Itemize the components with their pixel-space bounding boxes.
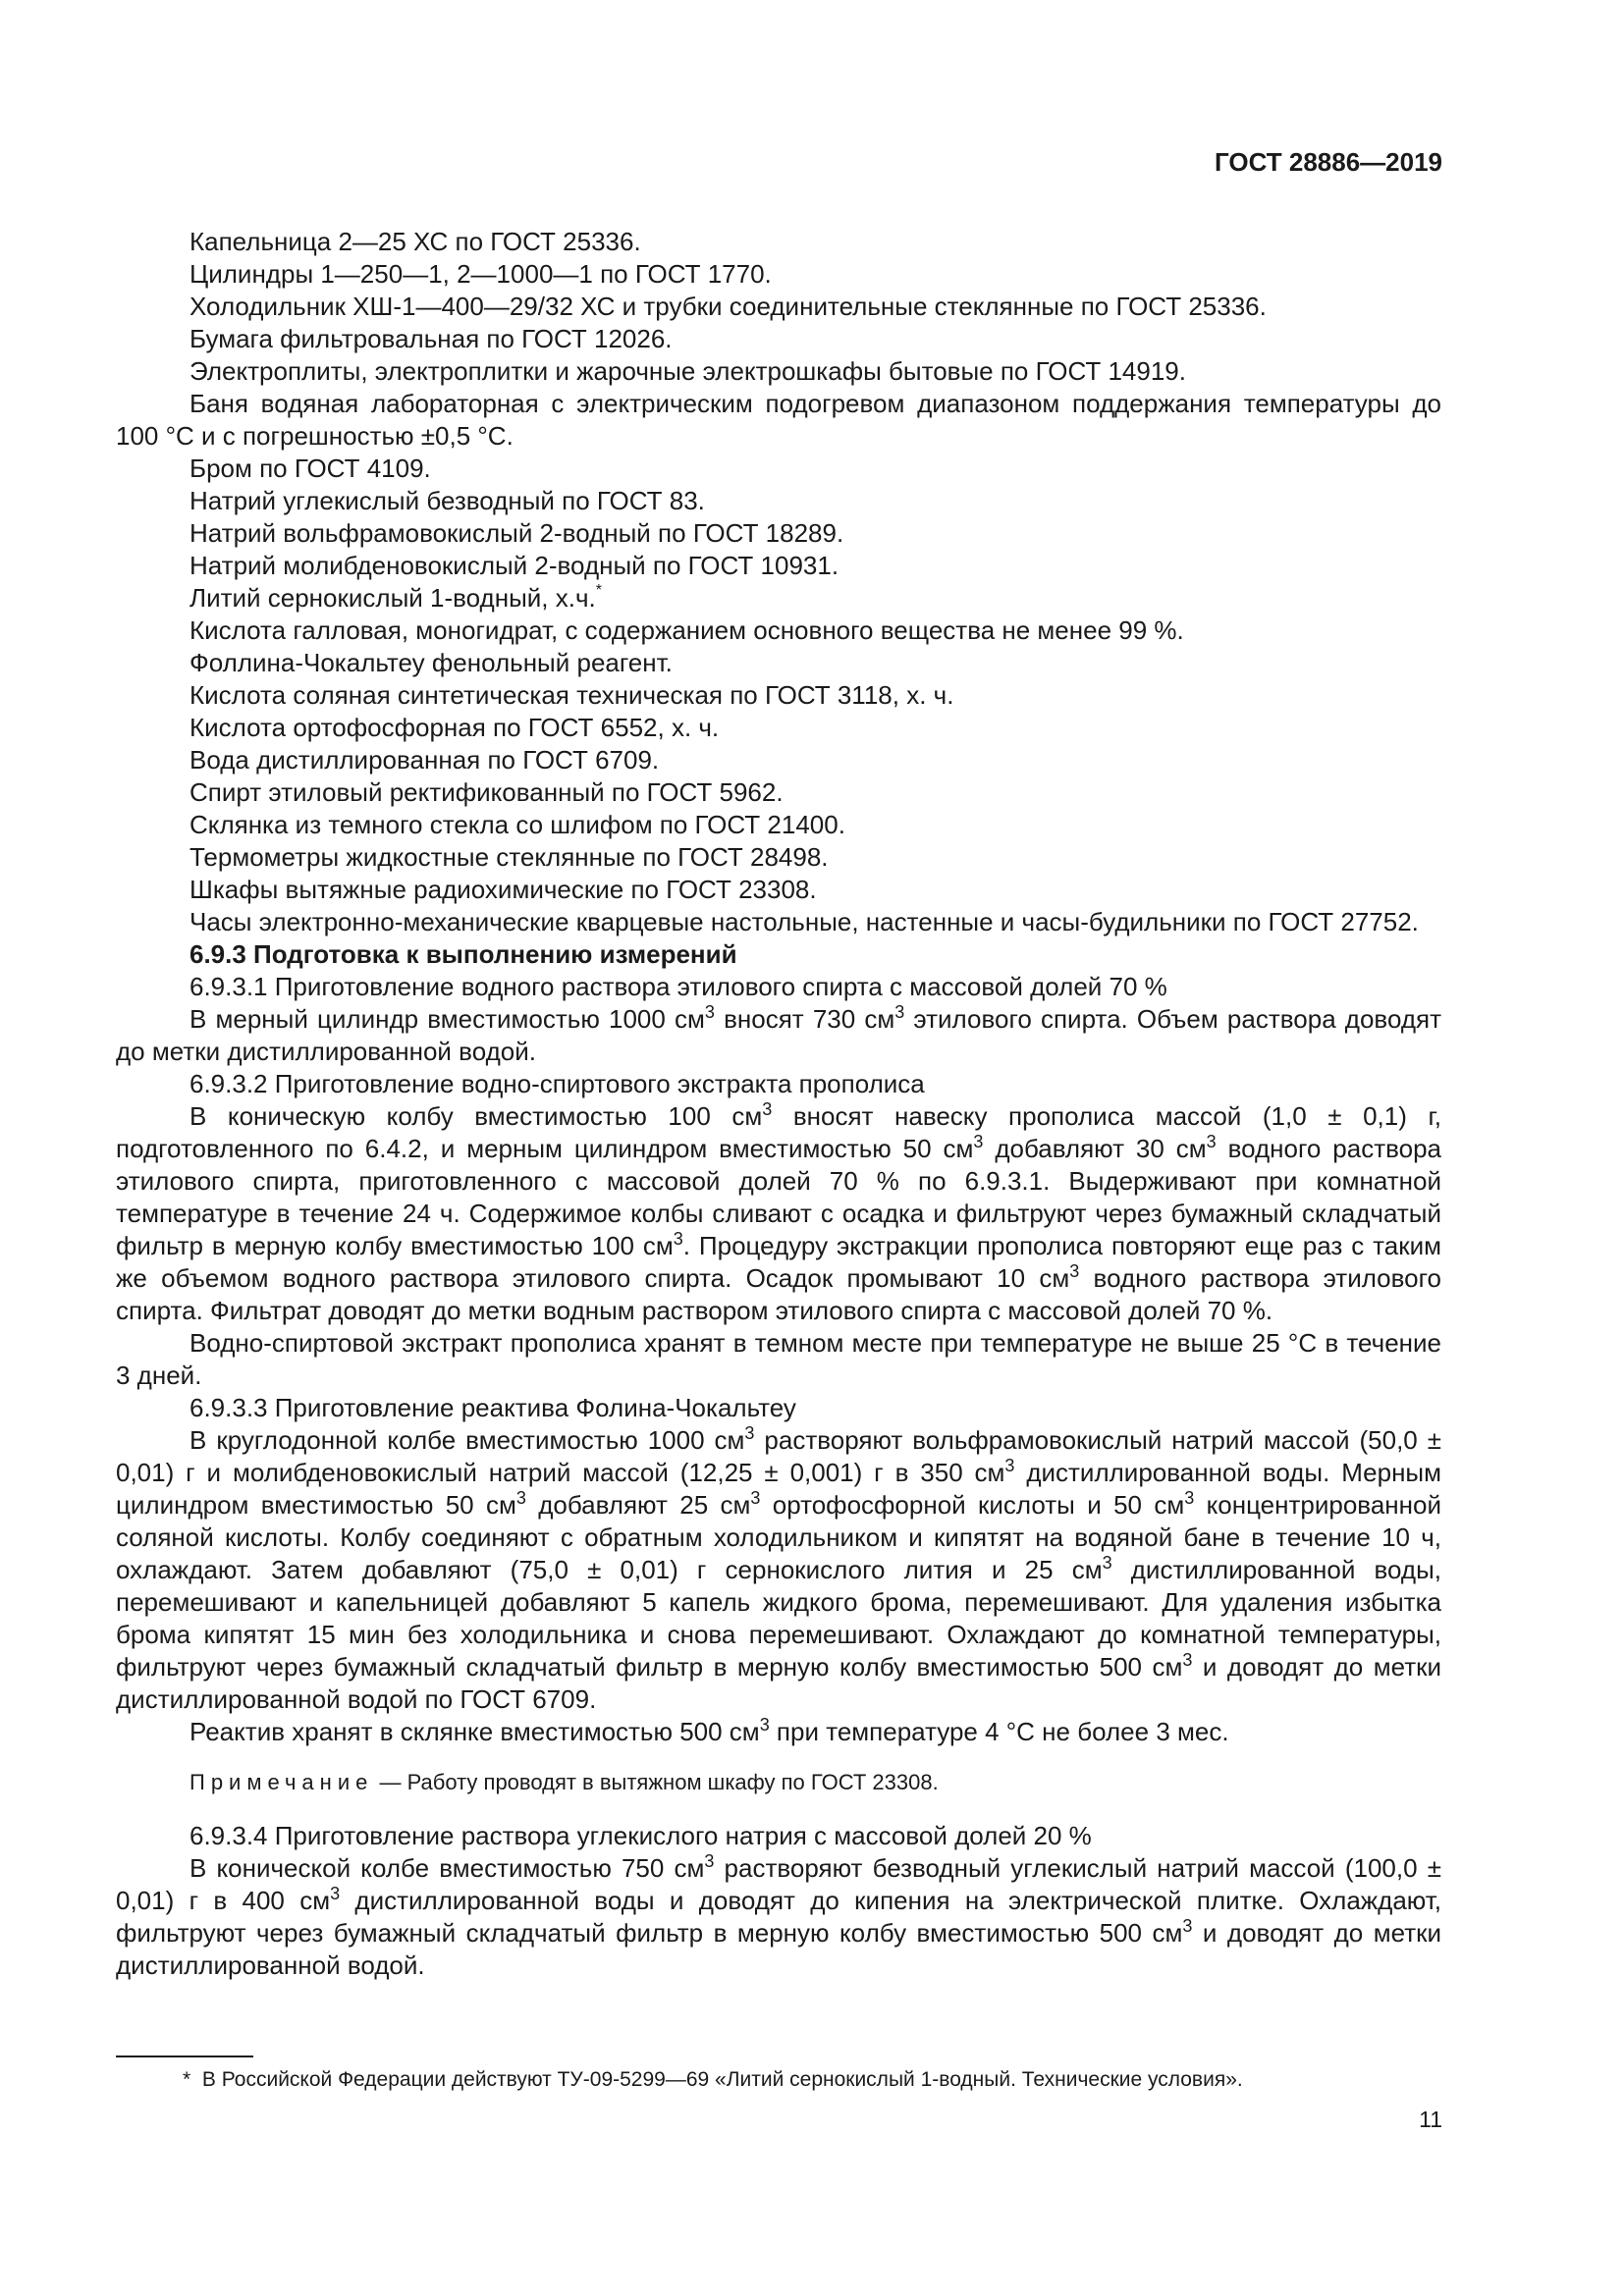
footnote-mark: * bbox=[183, 2068, 191, 2091]
page-number: 11 bbox=[1419, 2107, 1442, 2132]
page-body bbox=[116, 226, 1441, 1982]
footnote-divider bbox=[116, 2056, 253, 2057]
equipment-item: Натрий вольфрамовокислый 2-водный по ГОСТ 18289. bbox=[189, 518, 844, 548]
equipment-item: Цилиндры 1—250—1, 2—1000—1 по ГОСТ 1770. bbox=[189, 259, 772, 289]
equipment-item: Кислота галловая, моногидрат, с содержанием основного вещества не менее 99 %. bbox=[189, 615, 1184, 645]
paragraph: В коническую колбу вместимостью 100 $см^3$ вносят навеску прополиса массой (1,0 ± 0,1) г, подготовленного по 6.4.2, и мерным цилиндром вместимостью 50 $см^3$ добавляют 30 $см^3$ водного раствора этилового спирта, приготовленного с массовой долей 70 % по 6.9.3.1. Выдерживают при комнатной температуре в течение 24 ч. Содержимое колбы сливают с осадка и фильтруют через бумажный складчатый фильтр в мерную колбу вместимостью 100 $см^3$. Процедуру экстракции прополиса повторяют еще раз с таким же объемом водного раствора этилового спирта. Осадок промывают 10 $см^3$ водного раствора этилового спирта. Фильтрат доводят до метки водным раствором этилового спирта с массовой долей 70 %. bbox=[116, 1099, 1442, 1325]
subsection-title: 6.9.3.2 Приготовление водно-спиртового экстракта прополиса bbox=[189, 1069, 925, 1098]
equipment-item: Склянка из темного стекла со шлифом по ГОСТ 21400. bbox=[189, 810, 845, 839]
note-text: — Работу проводят в вытяжном шкафу по ГОСТ 23308. bbox=[373, 1770, 939, 1794]
equipment-item: Холодильник ХШ-1—400—29/32 ХС и трубки соединительные стеклянные по ГОСТ 25336. bbox=[189, 292, 1267, 321]
equipment-item: Кислота ортофосфорная по ГОСТ 6552, х. ч. bbox=[189, 713, 720, 742]
equipment-item: Шкафы вытяжные радиохимические по ГОСТ 23308. bbox=[189, 875, 817, 904]
equipment-item: Электроплиты, электроплитки и жарочные электрошкафы бытовые по ГОСТ 14919. bbox=[189, 356, 1186, 386]
equipment-item-text: Литий сернокислый 1-водный, х.ч. bbox=[189, 583, 596, 613]
footnote-reference[interactable]: * bbox=[595, 582, 602, 599]
equipment-item: Бром по ГОСТ 4109. bbox=[189, 454, 431, 483]
equipment-item: Спирт этиловый ректификованный по ГОСТ 5962. bbox=[189, 777, 784, 807]
equipment-item: Фоллина-Чокальтеу фенольный реагент. bbox=[189, 648, 673, 677]
note-label: Примечание bbox=[189, 1770, 374, 1794]
equipment-item: Часы электронно-механические кварцевые настольные, настенные и часы-будильники по ГОСТ 27752. bbox=[189, 907, 1419, 936]
equipment-item: Кислота соляная синтетическая техническая по ГОСТ 3118, х. ч. bbox=[189, 680, 954, 710]
footnote-text: В Российской Федерации действуют ТУ-09-5299—69 «Литий сернокислый 1-водный. Технические условия». bbox=[201, 2068, 1243, 2091]
note bbox=[116, 1766, 1441, 1798]
footnote bbox=[183, 2066, 1243, 2094]
equipment-item: Термометры жидкостные стеклянные по ГОСТ 28498. bbox=[189, 842, 829, 872]
paragraph: В мерный цилиндр вместимостью 1000 $см^3$ вносят 730 $см^3$ этилового спирта. Объем раствора доводят до метки дистиллированной водой. bbox=[116, 1002, 1442, 1066]
subsection-title: 6.9.3.1 Приготовление водного раствора этилового спирта с массовой долей 70 % bbox=[189, 972, 1167, 1001]
equipment-item: Капельница 2—25 ХС по ГОСТ 25336. bbox=[189, 227, 641, 256]
paragraph: В круглодонной колбе вместимостью 1000 $см^3$ растворяют вольфрамовокислый натрий массой (50,0 ± 0,01) г и молибденовокислый натрий массой (12,25 ± 0,001) г в 350 $см^3$ дистиллированной воды. Мерным цилиндром вместимостью 50 $см^3$ добавляют 25 $см^3$ ортофосфорной кислоты и 50 $см^3$ концентрированной соляной кислоты. Колбу соединяют с обратным холодильником и кипятят на водяной бане в течение 10 ч, охлаждают. Затем добавляют (75,0 ± 0,01) г сернокислого лития и 25 $см^3$ дистиллированной воды, перемешивают и капельницей добавляют 5 капель жидкого брома, перемешивают. Для удаления избытка брома кипятят 15 мин без холодильника и снова перемешивают. Охлаждают до комнатной температуры, фильтруют через бумажный складчатый фильтр в мерную колбу вместимостью 500 $см^3$ и доводят до метки дистиллированной водой по ГОСТ 6709. bbox=[116, 1423, 1442, 1714]
document-header: ГОСТ 28886—2019 bbox=[1215, 147, 1442, 177]
subsection-title: 6.9.3.3 Приготовление реактива Фолина-Чокальтеу bbox=[189, 1393, 796, 1422]
paragraph: В конической колбе вместимостью 750 $см^3$ растворяют безводный углекислый натрий массой (100,0 ± 0,01) г в 400 $см^3$ дистиллированной воды и доводят до кипения на электрической плитке. Охлаждают, фильтруют через бумажный складчатый фильтр в мерную колбу вместимостью 500 $см^3$ и доводят до метки дистиллированной водой. bbox=[116, 1851, 1442, 1980]
equipment-item: Вода дистиллированная по ГОСТ 6709. bbox=[189, 745, 660, 774]
equipment-item: Бумага фильтровальная по ГОСТ 12026. bbox=[189, 324, 673, 353]
equipment-item: Баня водяная лабораторная с электрическим подогревом диапазоном поддержания температуры до 100 °С и с погрешностью ±0,5 °С. bbox=[116, 389, 1441, 451]
subsection-title: 6.9.3.4 Приготовление раствора углекислого натрия с массовой долей 20 % bbox=[189, 1821, 1092, 1850]
paragraph: Водно-спиртовой экстракт прополиса хранят в темном месте при температуре не выше 25 °С в течение 3 дней. bbox=[116, 1328, 1441, 1390]
equipment-item-lithium bbox=[116, 582, 1441, 614]
equipment-item: Натрий молибденовокислый 2-водный по ГОСТ 10931. bbox=[189, 551, 839, 580]
equipment-item: Натрий углекислый безводный по ГОСТ 83. bbox=[189, 486, 705, 515]
paragraph: Реактив хранят в склянке вместимостью 500 $см^3$ при температуре 4 °С не более 3 мес. bbox=[189, 1715, 1229, 1746]
section-heading: 6.9.3 Подготовка к выполнению измерений bbox=[189, 939, 737, 969]
